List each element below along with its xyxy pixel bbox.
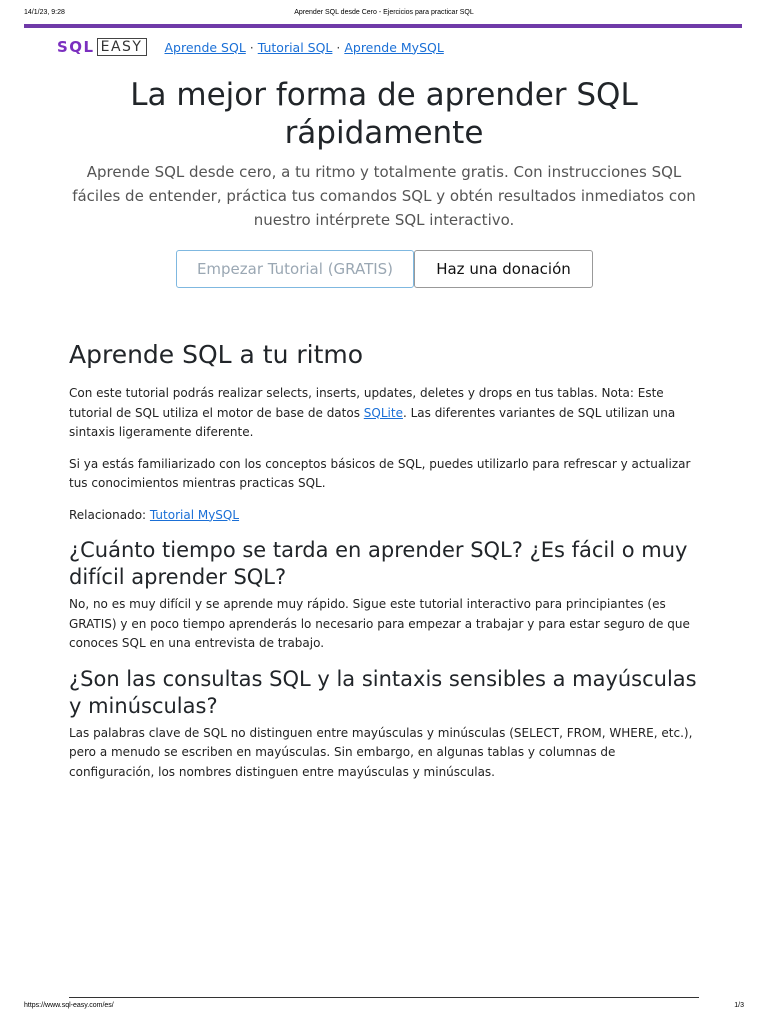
- site-logo[interactable]: [57, 38, 147, 56]
- hero-lead: Aprende SQL desde cero, a tu ritmo y totalmente gratis. Con instrucciones SQL fáciles de entender, práctica tus comandos SQL y obtén resultados inmediatos con nuestro intérprete SQL interactivo.: [72, 163, 696, 229]
- nav-link-aprende-sql[interactable]: Aprende SQL: [164, 39, 246, 55]
- print-datetime: 14/1/23, 9:28: [24, 9, 65, 16]
- paragraph-text: Con este tutorial podrás realizar selects, inserts, updates, deletes y drops en tus tablas. Nota: Este tutorial de SQL utiliza el motor de base de datos: [69, 386, 664, 420]
- nav-separator: ·: [332, 39, 345, 55]
- start-tutorial-button[interactable]: Empezar Tutorial (GRATIS): [176, 250, 414, 288]
- section-paragraph: Si ya estás familiarizado con los conceptos básicos de SQL, puedes utilizarlo para refrescar y actualizar tus conocimientos mientras practicas SQL.: [69, 456, 691, 490]
- logo-easy-text: EASY: [97, 38, 147, 56]
- logo-sql-text: SQL: [57, 38, 95, 56]
- related-mysql-link[interactable]: Tutorial MySQL: [149, 507, 240, 522]
- section-heading-tiempo: ¿Cuánto tiempo se tarda en aprender SQL? ¿Es fácil o muy difícil aprender SQL?: [69, 538, 688, 589]
- section-paragraph: [69, 384, 701, 443]
- nav-separator: ·: [245, 39, 258, 55]
- nav-links: [165, 40, 444, 55]
- footer-divider: [69, 997, 699, 998]
- hero-title: La mejor forma de aprender SQL rápidamente: [130, 77, 638, 151]
- section-paragraph: No, no es muy difícil y se aprende muy rápido. Sigue este tutorial interactivo para principiantes (es GRATIS) y en poco tiempo aprenderás lo necesario para empezar a trabajar y para estar seguro de que conoces SQL en una entrevista de trabajo.: [69, 597, 690, 650]
- print-url: https://www.sql-easy.com/es/: [24, 1002, 114, 1009]
- related-line: [69, 506, 701, 526]
- top-navigation: [57, 37, 444, 57]
- nav-link-aprende-mysql[interactable]: Aprende MySQL: [344, 39, 444, 55]
- top-accent-bar: [24, 24, 742, 28]
- print-page-number: 1/3: [734, 1002, 744, 1009]
- donate-button[interactable]: Haz una donación: [414, 250, 593, 288]
- section-paragraph: Las palabras clave de SQL no distinguen entre mayúsculas y minúsculas (SELECT, FROM, WHERE, etc.), pero a menudo se escriben en mayúsculas. Sin embargo, en algunas tablas y columnas de configuración, los nombres distinguen entre mayúsculas y minúsculas.: [69, 725, 693, 779]
- related-label: Relacionado:: [69, 507, 150, 522]
- print-page-title: Aprender SQL desde Cero - Ejercicios para practicar SQL: [294, 9, 474, 16]
- section-heading-ritmo: Aprende SQL a tu ritmo: [69, 340, 364, 369]
- section-heading-mayusculas: ¿Son las consultas SQL y la sintaxis sensibles a mayúsculas y minúsculas?: [69, 666, 697, 718]
- nav-link-tutorial-sql[interactable]: Tutorial SQL: [257, 39, 333, 55]
- paragraph-text: . Las diferentes variantes de SQL utilizan una sintaxis ligeramente diferente.: [69, 405, 676, 439]
- main-content: [69, 338, 701, 794]
- sqlite-link[interactable]: SQLite: [363, 405, 403, 420]
